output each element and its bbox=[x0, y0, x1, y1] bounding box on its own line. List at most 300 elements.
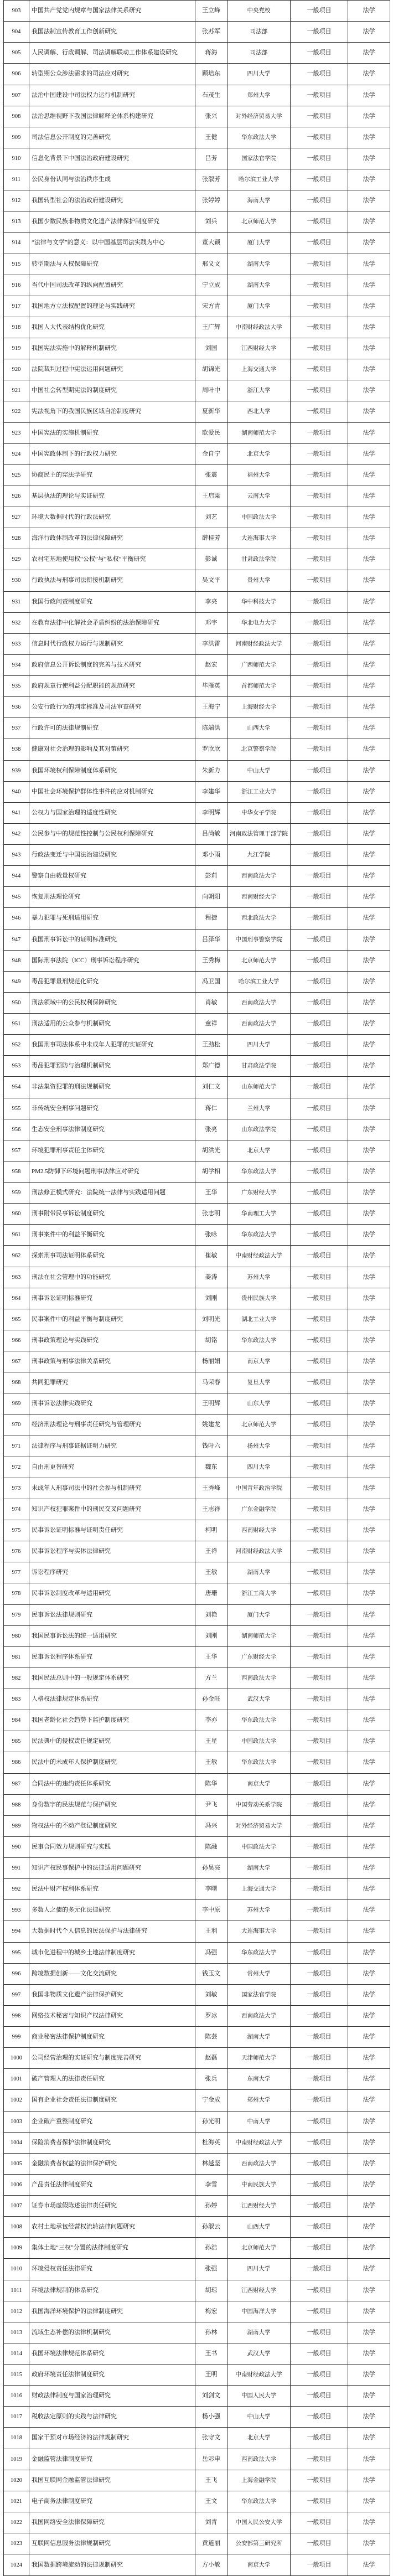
discipline: 法学 bbox=[348, 2238, 390, 2259]
discipline: 法学 bbox=[348, 2174, 390, 2195]
project-category: 一般项目 bbox=[291, 2554, 348, 2576]
discipline: 法学 bbox=[348, 169, 390, 190]
principal-investigator: 彭莉 bbox=[195, 866, 227, 887]
principal-investigator: 王健 bbox=[195, 127, 227, 148]
discipline: 法学 bbox=[348, 2027, 390, 2048]
table-row bbox=[4, 233, 390, 254]
institution: 湖南大学 bbox=[227, 2322, 291, 2343]
institution: 北京警察学院 bbox=[227, 739, 291, 760]
table-row bbox=[4, 2470, 390, 2491]
project-title: 公司经营治理的实证研究与制度完善研究 bbox=[29, 2048, 195, 2069]
principal-investigator: 王敏 bbox=[195, 1752, 227, 1773]
table-row bbox=[4, 190, 390, 211]
project-title: 民事诉讼证明标准与证明责任研究 bbox=[29, 1520, 195, 1541]
project-title: 信息化背景下中国法治政府建设研究 bbox=[29, 148, 195, 169]
project-category: 一般项目 bbox=[291, 2280, 348, 2301]
institution: 兰州大学 bbox=[227, 1098, 291, 1119]
project-category: 一般项目 bbox=[291, 190, 348, 211]
institution: 中华女子学院 bbox=[227, 802, 291, 823]
discipline: 法学 bbox=[348, 1330, 390, 1351]
project-title: 我国法制宣传教育工作创新研究 bbox=[29, 22, 195, 43]
table-row bbox=[4, 2512, 390, 2533]
row-number: 965 bbox=[4, 1309, 29, 1330]
institution: 北京大学 bbox=[227, 443, 291, 464]
row-number: 1008 bbox=[4, 2217, 29, 2238]
project-table-body bbox=[4, 1, 390, 2576]
row-number: 975 bbox=[4, 1520, 29, 1541]
discipline: 法学 bbox=[348, 1963, 390, 1984]
institution: 甘肃政法学院 bbox=[227, 1056, 291, 1077]
discipline: 法学 bbox=[348, 422, 390, 443]
project-category: 一般项目 bbox=[291, 1773, 348, 1794]
row-number: 904 bbox=[4, 22, 29, 43]
institution: 湖南大学 bbox=[227, 1858, 291, 1879]
discipline: 法学 bbox=[348, 2386, 390, 2407]
institution: 中南财经政法大学 bbox=[227, 1246, 291, 1267]
project-title: 刑事诉讼证明标准研究 bbox=[29, 1288, 195, 1309]
row-number: 1022 bbox=[4, 2512, 29, 2533]
principal-investigator: 王海宁 bbox=[195, 697, 227, 718]
discipline: 法学 bbox=[348, 211, 390, 233]
discipline: 法学 bbox=[348, 528, 390, 549]
table-row bbox=[4, 1625, 390, 1646]
project-title: 我国环境权利保障制度体系研究 bbox=[29, 760, 195, 781]
institution: 中南财经政法大学 bbox=[227, 2365, 291, 2386]
principal-investigator: 刘剑文 bbox=[195, 2386, 227, 2407]
project-category: 一般项目 bbox=[291, 2174, 348, 2195]
project-title: 政府信息公开诉讼制度的完善与技术研究 bbox=[29, 654, 195, 675]
institution: 河南财经政法大学 bbox=[227, 1541, 291, 1562]
institution: 哈尔滨工业大学 bbox=[227, 971, 291, 992]
project-title: 协商民主的宪法学研究 bbox=[29, 464, 195, 486]
table-row bbox=[4, 486, 390, 507]
table-row bbox=[4, 2280, 390, 2301]
institution: 河南政法管理干部学院 bbox=[227, 823, 291, 844]
project-category: 一般项目 bbox=[291, 866, 348, 887]
principal-investigator: 钱叶六 bbox=[195, 1436, 227, 1457]
row-number: 992 bbox=[4, 1879, 29, 1900]
table-row bbox=[4, 1858, 390, 1879]
principal-investigator: 罗欣欣 bbox=[195, 739, 227, 760]
project-title: 暴力犯罪与死刑适用研究 bbox=[29, 908, 195, 929]
project-title: 知识产权民事保护中的法律适用问题研究 bbox=[29, 1858, 195, 1879]
project-category: 一般项目 bbox=[291, 85, 348, 106]
project-category: 一般项目 bbox=[291, 1098, 348, 1119]
discipline: 法学 bbox=[348, 317, 390, 338]
table-row bbox=[4, 2027, 390, 2048]
row-number: 979 bbox=[4, 1604, 29, 1625]
table-row bbox=[4, 2111, 390, 2132]
discipline: 法学 bbox=[348, 929, 390, 950]
principal-investigator: 孙浩 bbox=[195, 2238, 227, 2259]
institution: 贵州大学 bbox=[227, 570, 291, 591]
table-row bbox=[4, 1815, 390, 1836]
project-category: 一般项目 bbox=[291, 887, 348, 908]
row-number: 978 bbox=[4, 1583, 29, 1604]
table-row bbox=[4, 1098, 390, 1119]
project-title: 刑事附带民事诉讼制度研究 bbox=[29, 1204, 195, 1225]
institution: 厦门大学 bbox=[227, 1604, 291, 1625]
principal-investigator: 林越坚 bbox=[195, 2153, 227, 2174]
institution: 四川大学 bbox=[227, 2259, 291, 2280]
row-number: 906 bbox=[4, 64, 29, 85]
project-title: 中国社会转型期宪法的制度研究 bbox=[29, 380, 195, 401]
project-title: 我国转型社会的法治政府建设研究 bbox=[29, 190, 195, 211]
discipline: 法学 bbox=[348, 233, 390, 254]
institution: 贵州民族大学 bbox=[227, 1288, 291, 1309]
discipline: 法学 bbox=[348, 1794, 390, 1815]
institution: 山东师范大学 bbox=[227, 1077, 291, 1098]
row-number: 995 bbox=[4, 1942, 29, 1963]
principal-investigator: 岳彩申 bbox=[195, 2449, 227, 2470]
project-category: 一般项目 bbox=[291, 992, 348, 1013]
institution: 司法部 bbox=[227, 43, 291, 64]
project-category: 一般项目 bbox=[291, 633, 348, 654]
institution: 中国人民大学 bbox=[227, 2386, 291, 2407]
row-number: 1010 bbox=[4, 2259, 29, 2280]
institution: 国家法官学院 bbox=[227, 1984, 291, 2005]
institution: 厦门大学 bbox=[227, 233, 291, 254]
discipline: 法学 bbox=[348, 338, 390, 359]
discipline: 法学 bbox=[348, 2280, 390, 2301]
row-number: 964 bbox=[4, 1288, 29, 1309]
project-category: 一般项目 bbox=[291, 1794, 348, 1815]
row-number: 983 bbox=[4, 1689, 29, 1710]
project-category: 一般项目 bbox=[291, 443, 348, 464]
discipline: 法学 bbox=[348, 1752, 390, 1773]
principal-investigator: 宋方青 bbox=[195, 296, 227, 317]
discipline: 法学 bbox=[348, 1625, 390, 1646]
project-category: 一般项目 bbox=[291, 2259, 348, 2280]
table-row bbox=[4, 464, 390, 486]
project-category: 一般项目 bbox=[291, 1288, 348, 1309]
principal-investigator: 李洪雷 bbox=[195, 633, 227, 654]
project-title: 破产管理人的法律责任研究 bbox=[29, 2069, 195, 2090]
row-number: 918 bbox=[4, 317, 29, 338]
discipline: 法学 bbox=[348, 2365, 390, 2386]
row-number: 948 bbox=[4, 950, 29, 971]
institution: 湖南大学 bbox=[227, 254, 291, 275]
principal-investigator: 杨丽娟 bbox=[195, 1351, 227, 1372]
row-number: 991 bbox=[4, 1858, 29, 1879]
institution: 西南政法大学 bbox=[227, 1014, 291, 1035]
principal-investigator: 张咏 bbox=[195, 1225, 227, 1246]
row-number: 935 bbox=[4, 676, 29, 697]
row-number: 984 bbox=[4, 1710, 29, 1731]
table-row bbox=[4, 1056, 390, 1077]
institution: 山西大学 bbox=[227, 718, 291, 739]
principal-investigator: 王书 bbox=[195, 2343, 227, 2364]
project-title: 自由刑更替研究 bbox=[29, 1457, 195, 1478]
principal-investigator: 张苏军 bbox=[195, 22, 227, 43]
project-title: 行政许可的法律规制研究 bbox=[29, 718, 195, 739]
row-number: 961 bbox=[4, 1225, 29, 1246]
table-row bbox=[4, 22, 390, 43]
discipline: 法学 bbox=[348, 1773, 390, 1794]
project-category: 一般项目 bbox=[291, 654, 348, 675]
table-row bbox=[4, 2238, 390, 2259]
institution: 国家法官学院 bbox=[227, 148, 291, 169]
principal-investigator: 宁金成 bbox=[195, 2090, 227, 2111]
project-category: 一般项目 bbox=[291, 718, 348, 739]
discipline: 法学 bbox=[348, 2259, 390, 2280]
row-number: 941 bbox=[4, 802, 29, 823]
row-number: 911 bbox=[4, 169, 29, 190]
row-number: 1002 bbox=[4, 2090, 29, 2111]
table-row bbox=[4, 296, 390, 317]
table-row bbox=[4, 2491, 390, 2512]
project-category: 一般项目 bbox=[291, 2491, 348, 2512]
row-number: 907 bbox=[4, 85, 29, 106]
project-category: 一般项目 bbox=[291, 1815, 348, 1836]
institution: 四川大学 bbox=[227, 64, 291, 85]
row-number: 957 bbox=[4, 1140, 29, 1161]
discipline: 法学 bbox=[348, 2428, 390, 2449]
principal-investigator: 魏东 bbox=[195, 1457, 227, 1478]
project-title: 商业秘密法律保护制度研究 bbox=[29, 2027, 195, 2048]
institution: 湖南师范大学 bbox=[227, 1625, 291, 1646]
project-category: 一般项目 bbox=[291, 317, 348, 338]
project-title: 环境侵权责任法律研究 bbox=[29, 2259, 195, 2280]
discipline: 法学 bbox=[348, 1393, 390, 1415]
institution: 湖南师范大学 bbox=[227, 422, 291, 443]
table-row bbox=[4, 2174, 390, 2195]
institution: 西南政法大学 bbox=[227, 2005, 291, 2026]
project-title: 跨境数据创新——文化交流研究 bbox=[29, 1963, 195, 1984]
project-title: 刑法适用的公众参与机制研究 bbox=[29, 1014, 195, 1035]
project-title: 中国社会环境保护群体性事件的应对机制研究 bbox=[29, 781, 195, 802]
discipline: 法学 bbox=[348, 1014, 390, 1035]
row-number: 924 bbox=[4, 443, 29, 464]
institution: 中国人民公安大学 bbox=[227, 2512, 291, 2533]
row-number: 917 bbox=[4, 296, 29, 317]
project-title: 金融消费者权益的法律保护研究 bbox=[29, 2153, 195, 2174]
principal-investigator: 刘明光 bbox=[195, 1309, 227, 1330]
institution: 北京师范大学 bbox=[227, 2238, 291, 2259]
principal-investigator: 蒋海 bbox=[195, 43, 227, 64]
project-category: 一般项目 bbox=[291, 1520, 348, 1541]
table-row bbox=[4, 254, 390, 275]
table-row bbox=[4, 2005, 390, 2026]
project-category: 一般项目 bbox=[291, 254, 348, 275]
institution: 武汉大学 bbox=[227, 2343, 291, 2364]
row-number: 1001 bbox=[4, 2069, 29, 2090]
discipline: 法学 bbox=[348, 2322, 390, 2343]
table-row bbox=[4, 1225, 390, 1246]
table-row bbox=[4, 908, 390, 929]
row-number: 1013 bbox=[4, 2322, 29, 2343]
principal-investigator: 李曙 bbox=[195, 1879, 227, 1900]
institution: 复旦大学 bbox=[227, 1372, 291, 1393]
institution: 中国政法大学 bbox=[227, 1836, 291, 1857]
discipline: 法学 bbox=[348, 2196, 390, 2217]
project-title: 我国海洋环境保护的法律制度研究 bbox=[29, 2301, 195, 2322]
project-title: 刑法领域中的公民权利保障研究 bbox=[29, 992, 195, 1013]
row-number: 989 bbox=[4, 1815, 29, 1836]
project-category: 一般项目 bbox=[291, 1267, 348, 1288]
principal-investigator: 刘刚 bbox=[195, 1625, 227, 1646]
principal-investigator: 刘青 bbox=[195, 2512, 227, 2533]
discipline: 法学 bbox=[348, 1646, 390, 1668]
project-title: 民事诉讼法律规则研究 bbox=[29, 1604, 195, 1625]
discipline: 法学 bbox=[348, 718, 390, 739]
project-title: 我国行政问责制度研究 bbox=[29, 591, 195, 612]
table-row bbox=[4, 1710, 390, 1731]
row-number: 973 bbox=[4, 1478, 29, 1499]
table-row bbox=[4, 359, 390, 380]
principal-investigator: 李中原 bbox=[195, 1900, 227, 1921]
principal-investigator: 蒋仁 bbox=[195, 1098, 227, 1119]
project-category: 一般项目 bbox=[291, 422, 348, 443]
project-title: 当代中国司法改革的纵向配置研究 bbox=[29, 275, 195, 296]
table-row bbox=[4, 507, 390, 528]
table-row bbox=[4, 929, 390, 950]
discipline: 法学 bbox=[348, 823, 390, 844]
institution: 中国劳动关系学院 bbox=[227, 1794, 291, 1815]
row-number: 1016 bbox=[4, 2386, 29, 2407]
project-title: 合同法中的违约责任体系研究 bbox=[29, 1773, 195, 1794]
principal-investigator: 王华 bbox=[195, 1646, 227, 1668]
table-row bbox=[4, 2090, 390, 2111]
discipline: 法学 bbox=[348, 1984, 390, 2005]
table-row bbox=[4, 2386, 390, 2407]
project-title: 我国环境法律规范体系研究 bbox=[29, 2343, 195, 2364]
row-number: 933 bbox=[4, 633, 29, 654]
institution: 湖北工业大学 bbox=[227, 1309, 291, 1330]
row-number: 925 bbox=[4, 464, 29, 486]
row-number: 996 bbox=[4, 1963, 29, 1984]
principal-investigator: 王启梁 bbox=[195, 486, 227, 507]
discipline: 法学 bbox=[348, 760, 390, 781]
row-number: 928 bbox=[4, 528, 29, 549]
project-category: 一般项目 bbox=[291, 1689, 348, 1710]
principal-investigator: 赵磊 bbox=[195, 2048, 227, 2069]
row-number: 962 bbox=[4, 1246, 29, 1267]
project-title: 法治中国建设中司法权力运行机制研究 bbox=[29, 85, 195, 106]
principal-investigator: 马荣春 bbox=[195, 1372, 227, 1393]
project-category: 一般项目 bbox=[291, 1921, 348, 1942]
project-category: 一般项目 bbox=[291, 1541, 348, 1562]
table-row bbox=[4, 1119, 390, 1140]
project-category: 一般项目 bbox=[291, 401, 348, 422]
row-number: 936 bbox=[4, 697, 29, 718]
institution: 湖南大学 bbox=[227, 2027, 291, 2048]
project-title: 法院裁判过程中宪法运用问题研究 bbox=[29, 359, 195, 380]
project-title: 我国宪法实施中的解释机制研究 bbox=[29, 338, 195, 359]
project-category: 一般项目 bbox=[291, 1372, 348, 1393]
table-row bbox=[4, 971, 390, 992]
row-number: 1012 bbox=[4, 2301, 29, 2322]
principal-investigator: 黄道丽 bbox=[195, 2533, 227, 2554]
table-row bbox=[4, 591, 390, 612]
table-row bbox=[4, 1351, 390, 1372]
institution: 西南财经大学 bbox=[227, 1520, 291, 1541]
project-title: 恢复刑法理论研究 bbox=[29, 887, 195, 908]
project-category: 一般项目 bbox=[291, 169, 348, 190]
institution: 华东政法大学 bbox=[227, 1710, 291, 1731]
principal-investigator: 吴文平 bbox=[195, 570, 227, 591]
project-category: 一般项目 bbox=[291, 127, 348, 148]
discipline: 法学 bbox=[348, 2217, 390, 2238]
project-title: 我国互联网金融监管法律研究 bbox=[29, 2470, 195, 2491]
institution: 东南大学 bbox=[227, 2069, 291, 2090]
row-number: 916 bbox=[4, 275, 29, 296]
project-category: 一般项目 bbox=[291, 1035, 348, 1056]
principal-investigator: 王广辉 bbox=[195, 317, 227, 338]
discipline: 法学 bbox=[348, 2048, 390, 2069]
institution: 四川大学 bbox=[227, 1035, 291, 1056]
project-category: 一般项目 bbox=[291, 2196, 348, 2217]
table-row bbox=[4, 1204, 390, 1225]
table-row bbox=[4, 1520, 390, 1541]
table-row bbox=[4, 2428, 390, 2449]
project-category: 一般项目 bbox=[291, 823, 348, 844]
principal-investigator: 王文 bbox=[195, 2491, 227, 2512]
institution: 西南政法大学 bbox=[227, 1668, 291, 1689]
row-number: 1017 bbox=[4, 2407, 29, 2428]
project-category: 一般项目 bbox=[291, 2090, 348, 2111]
row-number: 945 bbox=[4, 887, 29, 908]
table-row bbox=[4, 2196, 390, 2217]
principal-investigator: 朱新力 bbox=[195, 760, 227, 781]
table-row bbox=[4, 1161, 390, 1182]
institution: 华东政法大学 bbox=[227, 1225, 291, 1246]
project-category: 一般项目 bbox=[291, 2005, 348, 2026]
institution: 北京师范大学 bbox=[227, 950, 291, 971]
project-title: 中国宪政体制下的行政权力研究 bbox=[29, 443, 195, 464]
project-category: 一般项目 bbox=[291, 1900, 348, 1921]
discipline: 法学 bbox=[348, 190, 390, 211]
discipline: 法学 bbox=[348, 148, 390, 169]
row-number: 974 bbox=[4, 1499, 29, 1520]
project-title: 刑法在社会管理中的功能研究 bbox=[29, 1267, 195, 1288]
discipline: 法学 bbox=[348, 1183, 390, 1204]
table-row bbox=[4, 1140, 390, 1161]
project-category: 一般项目 bbox=[291, 2301, 348, 2322]
project-title: 海洋行政体制改革的法律保障研究 bbox=[29, 528, 195, 549]
project-category: 一般项目 bbox=[291, 148, 348, 169]
discipline: 法学 bbox=[348, 1140, 390, 1161]
project-title: 公权力与国家治理的适度性研究 bbox=[29, 802, 195, 823]
table-row bbox=[4, 612, 390, 633]
institution: 甘肃政法学院 bbox=[227, 549, 291, 570]
project-title: 未成年人刑事司法中的社会参与机制研究 bbox=[29, 1478, 195, 1499]
discipline: 法学 bbox=[348, 2132, 390, 2153]
project-category: 一般项目 bbox=[291, 1583, 348, 1604]
project-category: 一般项目 bbox=[291, 1415, 348, 1436]
table-row bbox=[4, 1, 390, 22]
discipline: 法学 bbox=[348, 1689, 390, 1710]
institution: 河南财经政法大学 bbox=[227, 633, 291, 654]
project-category: 一般项目 bbox=[291, 2365, 348, 2386]
table-row bbox=[4, 275, 390, 296]
project-category: 一般项目 bbox=[291, 528, 348, 549]
principal-investigator: 彭诚 bbox=[195, 549, 227, 570]
discipline: 法学 bbox=[348, 254, 390, 275]
project-category: 一般项目 bbox=[291, 1731, 348, 1752]
principal-investigator: 王志祥 bbox=[195, 1499, 227, 1520]
institution: 公安部第三研究所 bbox=[227, 2533, 291, 2554]
table-row bbox=[4, 443, 390, 464]
table-row bbox=[4, 760, 390, 781]
project-category: 一般项目 bbox=[291, 1457, 348, 1478]
row-number: 954 bbox=[4, 1077, 29, 1098]
project-category: 一般项目 bbox=[291, 1646, 348, 1668]
principal-investigator: 吕泽华 bbox=[195, 929, 227, 950]
project-category: 一般项目 bbox=[291, 908, 348, 929]
project-title: 司法信息公开制度的完善研究 bbox=[29, 127, 195, 148]
project-category: 一般项目 bbox=[291, 676, 348, 697]
